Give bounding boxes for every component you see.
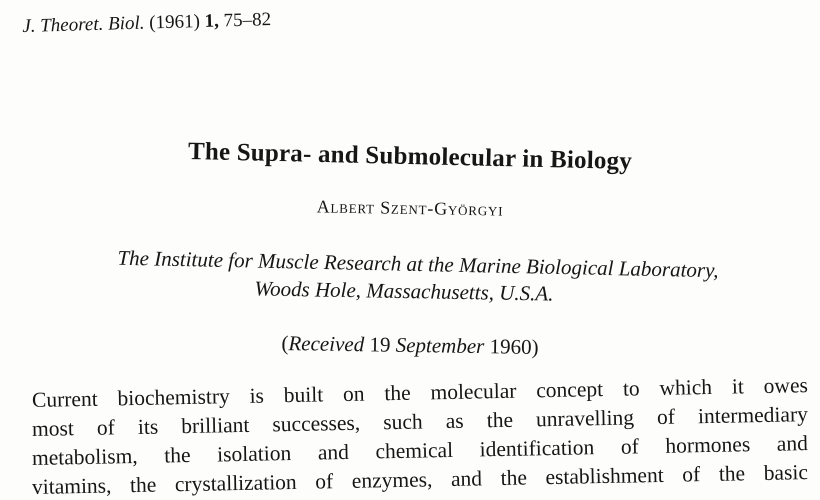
- received-day: 19: [364, 332, 396, 357]
- journal-citation: [22, 9, 271, 38]
- author-affiliation-line-1: The Institute for Muscle Research at the Marine Biological Laboratory,: [117, 245, 719, 283]
- body-text-line: metabolism, the isolation and chemical identification of hormones and: [31, 431, 809, 470]
- received-label: Received: [288, 331, 365, 357]
- journal-pages: 75–82: [223, 9, 272, 32]
- journal-volume: 1,: [204, 10, 220, 32]
- body-text-line: Current biochemistry is built on the molecular concept to which it owes: [31, 373, 809, 412]
- received-date: [0, 327, 820, 365]
- body-text-line: vitamins, the crystallization of enzymes, and the establishment of the basic: [31, 460, 809, 499]
- journal-name: J. Theoret. Biol.: [22, 12, 145, 37]
- received-year: 1960): [484, 334, 539, 360]
- article-title: The Supra- and Submolecular in Biology: [187, 137, 633, 176]
- received-open-paren: (: [281, 330, 289, 356]
- article-author: Albert Szent-Györgyi: [316, 196, 504, 220]
- body-text-line: most of its brilliant successes, such as the unravelling of intermediary: [31, 402, 809, 441]
- author-affiliation-line-2: Woods Hole, Massachusetts, U.S.A.: [254, 276, 554, 306]
- journal-year: (1961): [148, 11, 201, 34]
- received-month: September: [395, 332, 485, 359]
